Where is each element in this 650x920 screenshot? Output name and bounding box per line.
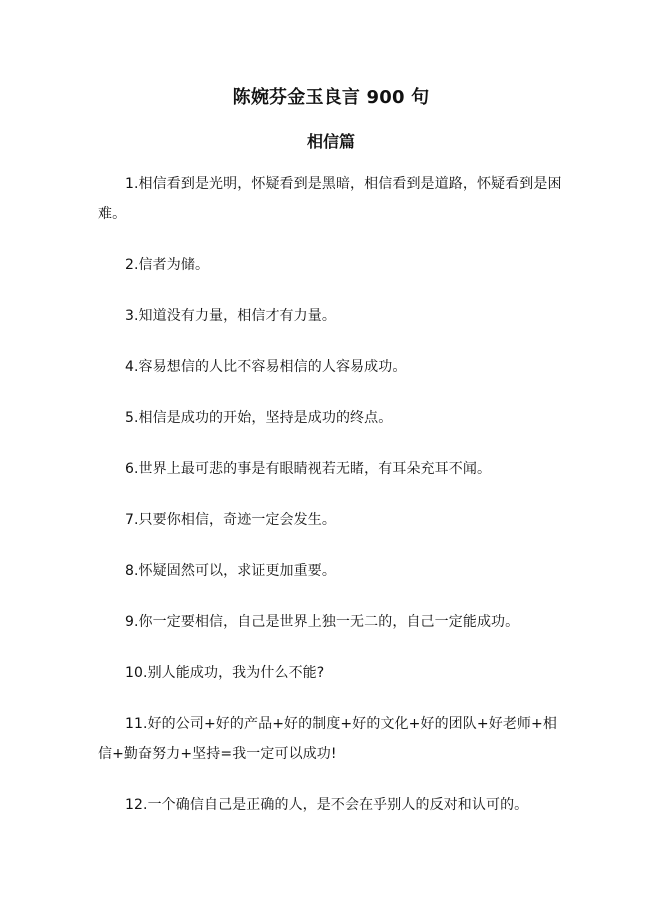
quote-item: 4.容易想信的人比不容易相信的人容易成功。 bbox=[125, 359, 407, 375]
quote-item: 12.一个确信自己是正确的人，是不会在乎别人的反对和认可的。 bbox=[125, 797, 529, 813]
quote-item: 7.只要你相信，奇迹一定会发生。 bbox=[125, 512, 336, 528]
quote-item: 3.知道没有力量，相信才有力量。 bbox=[125, 308, 336, 324]
quote-list bbox=[98, 169, 564, 820]
section-title: 相信篇 bbox=[306, 132, 355, 151]
document-title: 陈婉芬金玉良言 900 句 bbox=[232, 87, 430, 108]
quote-item: 9.你一定要相信，自己是世界上独一无二的，自己一定能成功。 bbox=[125, 614, 520, 630]
quote-item: 6.世界上最可悲的事是有眼睛视若无睹，有耳朵充耳不闻。 bbox=[125, 461, 492, 477]
quote-item: 10.别人能成功，我为什么不能? bbox=[125, 665, 325, 681]
quote-item: 5.相信是成功的开始，坚持是成功的终点。 bbox=[125, 410, 393, 426]
quote-item: 2.信者为储。 bbox=[125, 257, 210, 273]
quote-item: 1.相信看到是光明，怀疑看到是黑暗，相信看到是道路，怀疑看到是困难。 bbox=[98, 176, 562, 222]
quote-item: 11.好的公司+好的产品+好的制度+好的文化+好的团队+好老师+相信+勤奋努力+坚持=我一定可以成功! bbox=[98, 716, 557, 762]
quote-item: 8.怀疑固然可以，求证更加重要。 bbox=[125, 563, 336, 579]
